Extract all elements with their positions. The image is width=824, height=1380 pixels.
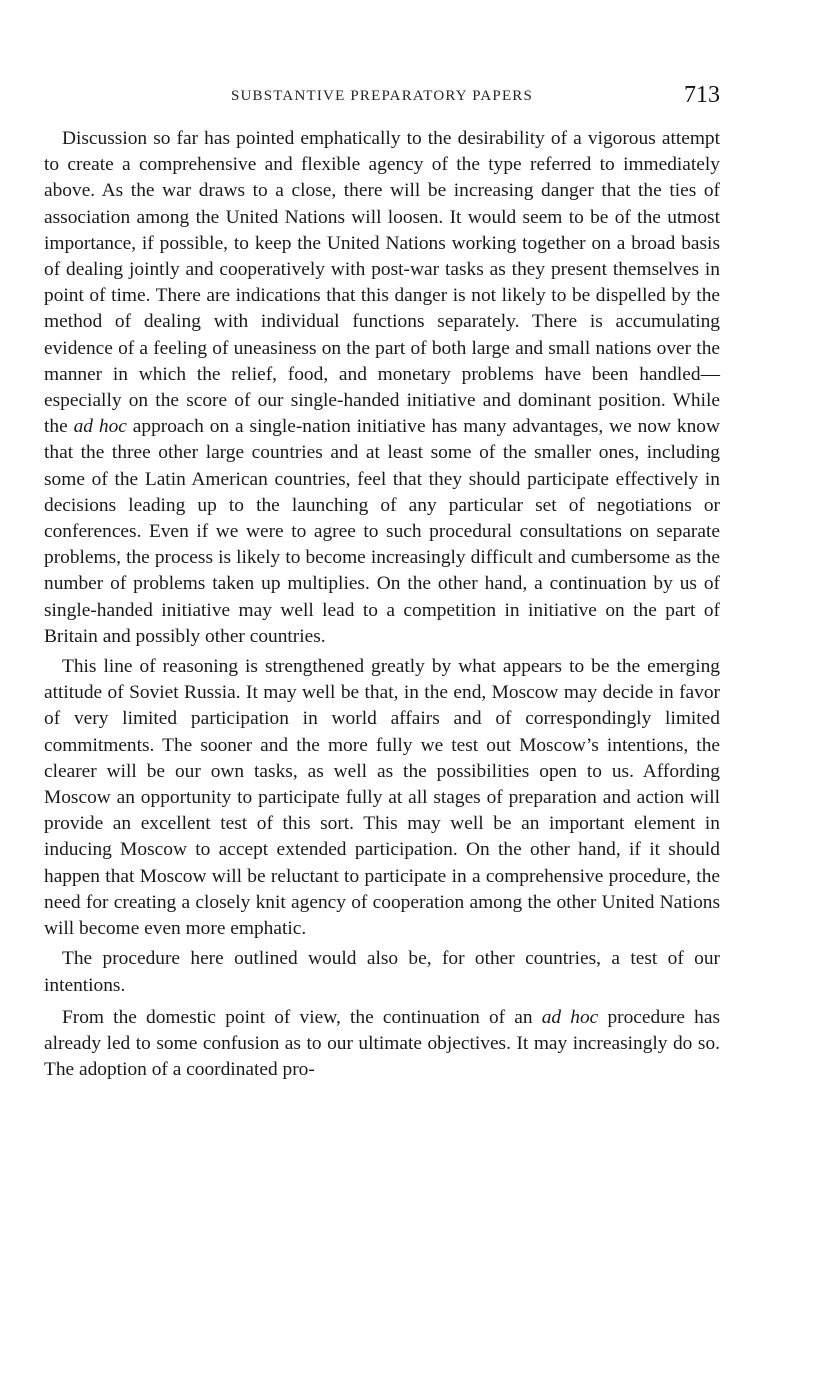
paragraph: The procedure here outlined would also be, for other countries, a test of our intentions. <box>44 948 720 996</box>
italic-term: ad hoc <box>73 416 127 438</box>
running-head <box>44 82 720 122</box>
paragraph-text: Discussion so far has pointed emphatically to the desirability of a vigorous attempt to create a comprehensive and flexible agency of the type referred to immediately above. As the war draws to a close, there will be increasing danger that the ties of association among the United Nations will loosen. It would seem to be of the utmost importance, if possible, to keep the United Nations working together on a broad basis of dealing jointly and cooperatively with post-war tasks as they present themselves in point of time. There are indications that this danger is not likely to be dispelled by the method of dealing with individual functions separately. There is accumulating evidence of a feeling of uneasiness on the part of both large and small nations over the manner in which the relief, food, and monetary problems have been handled—especially on the score of our single-handed initiative and dominant position. While the <box>44 128 720 438</box>
paragraph-text: approach on a single-nation initiative has many advantages, we now know that the three other large countries and at least some of the smaller ones, including some of the Latin American countries, feel that they should participate effectively in decisions leading up to the launching of any particular set of negotiations or conferences. Even if we were to agree to such procedural consultations on separate problems, the process is likely to become increasingly difficult and cumbersome as the number of problems taken up multiplies. On the other hand, a continuation by us of single-handed initiative may well lead to a competition in initiative on the part of Britain and possibly other countries. <box>44 416 720 647</box>
paragraph <box>44 126 720 650</box>
paragraph <box>44 1005 720 1084</box>
page-number: 713 <box>684 82 720 108</box>
body-text <box>44 126 720 1083</box>
header-title: SUBSTANTIVE PREPARATORY PAPERS <box>230 88 534 104</box>
document-page <box>44 82 720 1087</box>
paragraph-text: From the domestic point of view, the continuation of an <box>62 1006 542 1028</box>
paragraph-text: procedure has already led to some confusion as to our ultimate objectives. It may increasingly do so. The adoption of a coordinated pro- <box>44 1006 720 1081</box>
italic-term: ad hoc <box>541 1006 599 1028</box>
paragraph: This line of reasoning is strengthened greatly by what appears to be the emerging attitude of Soviet Russia. It may well be that, in the end, Moscow may decide in favor of very limited participation in world affairs and of correspondingly limited commitments. The sooner and the more fully we test out Moscow’s intentions, the clearer will be our own tasks, as well as the possibilities open to us. Affording Moscow an opportunity to participate fully at all stages of preparation and action will provide an excellent test of this sort. This may well be an important element in inducing Moscow to accept extended participation. On the other hand, if it should happen that Moscow will be reluctant to participate in a comprehensive procedure, the need for creating a closely knit agency of cooperation among the other United Nations will become even more emphatic. <box>44 656 720 940</box>
